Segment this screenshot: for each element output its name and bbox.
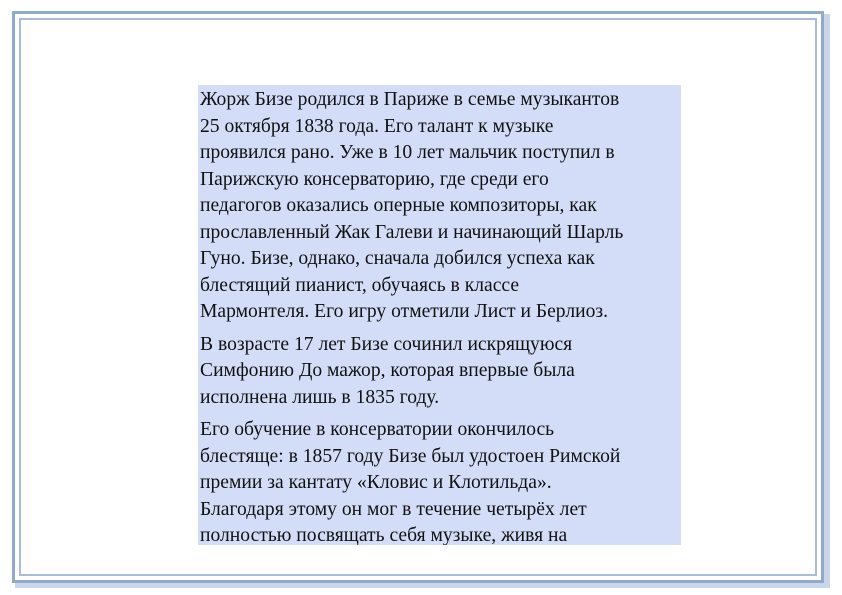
text-line: Благодаря этому он мог в течение четырёх лет [200, 498, 587, 520]
text-line: Его обучение в консерватории окончилось [200, 419, 555, 440]
frame-shadow-bottom [15, 583, 830, 588]
text-line: Гуно. Бизе, однако, сначала добился успеха как [200, 248, 595, 269]
text-line: премии за кантату «Кловис и Клотильда». [200, 472, 552, 493]
text-line: 25 октября 1838 года. Его талант к музыке [200, 115, 554, 137]
paragraph-rome-prize [200, 417, 677, 545]
text-line: педагогов оказались оперные композиторы, как [200, 195, 597, 216]
text-line: блестящий пианист, обучаясь в классе [200, 274, 520, 296]
text-line: Парижскую консерваторию, где среди его [200, 168, 549, 190]
text-line: Жорж Бизе родился в Париже в семье музыкантов [200, 89, 620, 110]
text-line: В возрасте 17 лет Бизе сочинил искрящуюся [200, 333, 573, 355]
text-line: блестяще: в 1857 году Бизе был удостоен Римской [200, 445, 621, 467]
paragraph-childhood [200, 87, 677, 326]
text-line: проявился рано. Уже в 10 лет мальчик поступил в [200, 142, 615, 163]
paragraph-symphony [200, 332, 677, 412]
frame-shadow-right [824, 14, 830, 586]
text-line: Мармонтеля. Его игру отметили Лист и Берлиоз. [200, 301, 609, 322]
biography-text-box [198, 85, 681, 545]
text-line: Симфонию До мажор, которая впервые была [200, 360, 575, 381]
text-line: исполнена лишь в 1835 году. [200, 386, 440, 408]
text-line: прославленный Жак Галеви и начинающий Шарль [200, 221, 624, 243]
text-line: полностью посвящать себя музыке, живя на [200, 525, 568, 545]
